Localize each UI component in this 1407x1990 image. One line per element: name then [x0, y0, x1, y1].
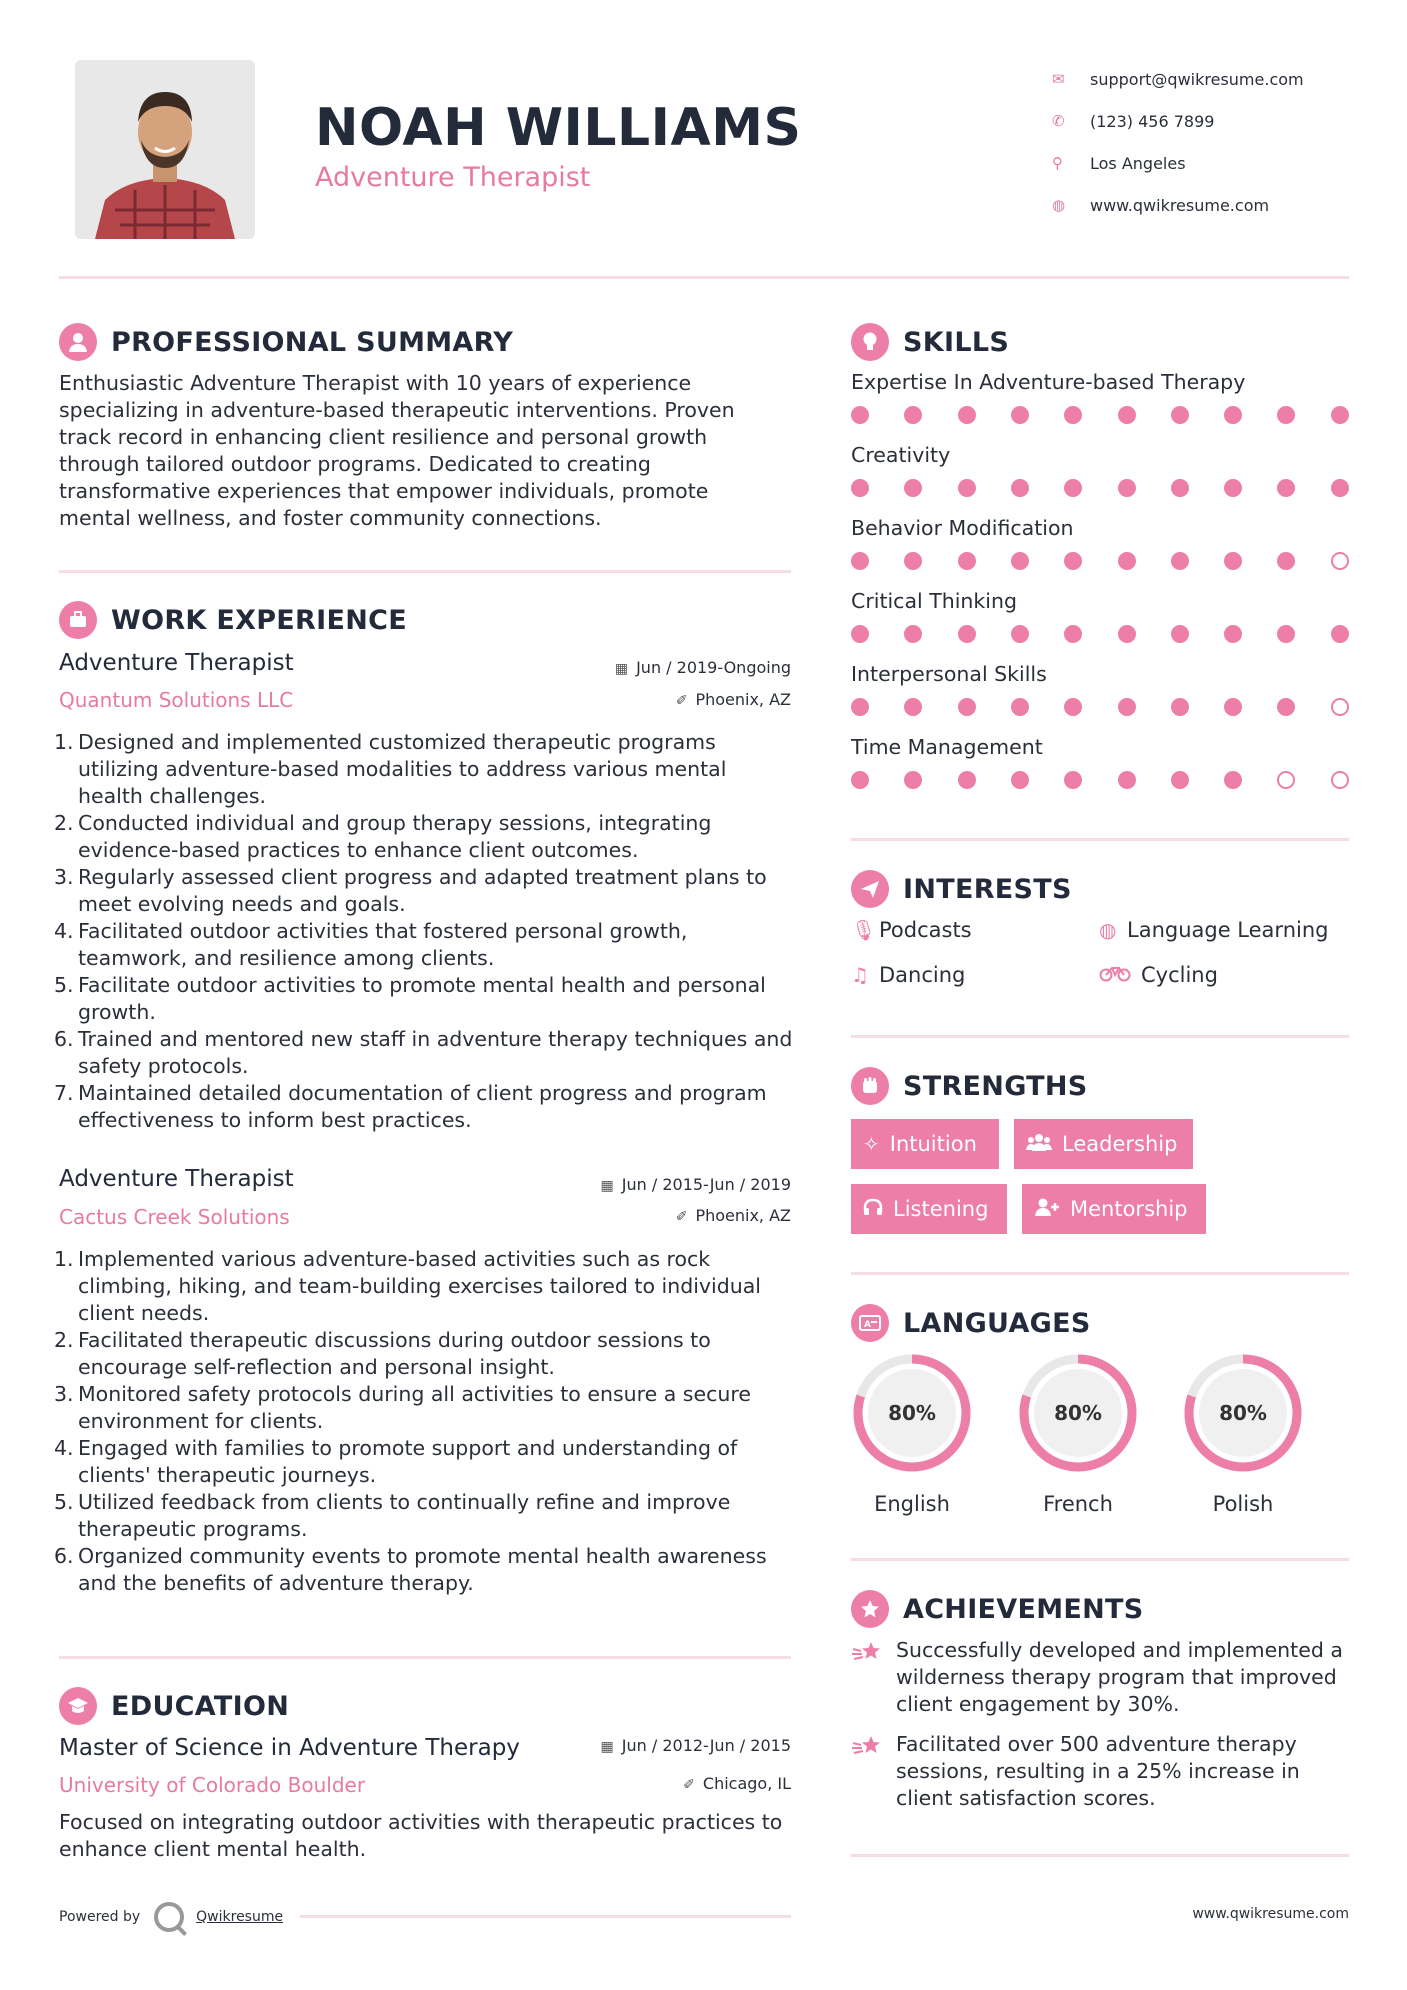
skill-rating	[851, 400, 1351, 430]
skill-rating	[851, 473, 1351, 503]
rating-dot-filled	[1171, 479, 1189, 497]
list-item: Conducted individual and group therapy sessions, integrating evidence-based practices to enhance client outcomes.	[78, 811, 712, 862]
rating-dot-empty	[1277, 771, 1295, 789]
user-plus-icon	[1034, 1197, 1060, 1221]
candidate-title: Adventure Therapist	[315, 162, 591, 193]
skill-item	[851, 516, 1351, 576]
rating-dot-filled	[1011, 479, 1029, 497]
skill-item	[851, 735, 1351, 795]
magic-wand-icon: ✧	[863, 1132, 880, 1156]
list-item: Monitored safety protocols during all activities to ensure a secure environment for clients.	[78, 1382, 751, 1433]
svg-text:A: A	[864, 1320, 871, 1330]
pushpin-icon: ✐	[683, 1777, 695, 1793]
skill-item	[851, 662, 1351, 722]
languages-heading: A LANGUAGES	[851, 1303, 1091, 1343]
map-pin-icon: ⚲	[1052, 154, 1063, 172]
rating-dot-filled	[904, 479, 922, 497]
skill-name: Interpersonal Skills	[851, 662, 1047, 686]
rating-dot-filled	[851, 771, 869, 789]
language-progress-ring	[1017, 1352, 1139, 1474]
rating-dot-filled	[1011, 406, 1029, 424]
language-percent: 80%	[1219, 1401, 1267, 1425]
summary-text: Enthusiastic Adventure Therapist with 10 years of experience specializing in adventure-based therapeutic interventions. Proven track record in enhancing client resilience and personal growth through tailored outdoor programs. Dedicated to creating transformative experiences that empower individuals, promote mental wellness, and foster community connections.	[59, 371, 735, 530]
section-divider	[851, 1272, 1349, 1275]
rating-dot-filled	[851, 552, 869, 570]
skill-rating	[851, 765, 1351, 795]
rating-dot-filled	[1118, 698, 1136, 716]
list-item: Organized community events to promote mental health awareness and the benefits of adventure therapy.	[78, 1544, 767, 1595]
achievements-heading: ACHIEVEMENTS	[851, 1589, 1144, 1629]
section-divider	[851, 1854, 1349, 1857]
rating-dot-filled	[1171, 406, 1189, 424]
calendar-icon: ▦	[614, 661, 629, 677]
rating-dot-filled	[1224, 406, 1242, 424]
rating-dot-filled	[958, 406, 976, 424]
lightbulb-icon	[851, 323, 889, 361]
contact-list	[1050, 58, 1380, 226]
rating-dot-filled	[1011, 625, 1029, 643]
briefcase-icon	[59, 601, 97, 639]
section-divider	[59, 570, 791, 573]
shooting-star-icon	[851, 1731, 896, 1812]
calendar-icon: ▦	[600, 1178, 614, 1194]
globe-icon: ◍	[1099, 918, 1117, 942]
rating-dot-filled	[1011, 552, 1029, 570]
rating-dot-filled	[904, 625, 922, 643]
language-item	[851, 1352, 973, 1516]
rating-dot-filled	[1171, 552, 1189, 570]
skill-name: Expertise In Adventure-based Therapy	[851, 370, 1246, 394]
language-name: French	[1043, 1492, 1113, 1516]
globe-icon: ◍	[1052, 196, 1066, 214]
school-name: University of Colorado Boulder	[59, 1773, 366, 1797]
rating-dot-empty	[1331, 552, 1349, 570]
list-item: Engaged with families to promote support and understanding of clients' therapeutic journeys.	[78, 1436, 738, 1487]
section-divider	[851, 1558, 1349, 1561]
language-item	[1017, 1352, 1139, 1516]
rating-dot-filled	[1064, 479, 1082, 497]
bicycle-icon	[1099, 963, 1141, 987]
skill-rating	[851, 619, 1351, 649]
education-location: ✐ Chicago, IL	[683, 1774, 791, 1793]
rating-dot-filled	[1224, 698, 1242, 716]
section-divider	[851, 1035, 1349, 1038]
rating-dot-filled	[1064, 698, 1082, 716]
language-name: English	[874, 1492, 950, 1516]
achievement-item: Successfully developed and implemented a wilderness therapy program that improved client engagement by 30%.	[851, 1637, 1351, 1718]
contact-phone[interactable]: ✆ (123) 456 7899	[1052, 111, 1215, 131]
rating-dot-filled	[1331, 625, 1349, 643]
rating-dot-filled	[1118, 771, 1136, 789]
calendar-icon: ▦	[600, 1739, 614, 1755]
profile-photo	[75, 60, 255, 239]
music-note-icon: ♫	[851, 963, 869, 987]
list-item: Maintained detailed documentation of client progress and program effectiveness to inform best practices.	[78, 1081, 767, 1132]
job-date: ▦ Jun / 2015-Jun / 2019	[600, 1175, 791, 1194]
contact-location: ⚲ Los Angeles	[1052, 153, 1186, 173]
list-item: Designed and implemented customized therapeutic programs utilizing adventure-based modalities to address various mental health challenges.	[78, 730, 727, 808]
language-icon	[851, 1304, 889, 1342]
header-divider	[59, 276, 1349, 279]
rating-dot-filled	[1224, 552, 1242, 570]
job-bullets	[78, 729, 796, 1134]
skill-rating	[851, 546, 1351, 576]
interests-heading: INTERESTS	[851, 869, 1072, 909]
list-item: Facilitated outdoor activities that fostered personal growth, teamwork, and resilience among clients.	[78, 919, 688, 970]
strength-tag: Listening	[851, 1184, 1007, 1234]
rating-dot-filled	[1064, 552, 1082, 570]
rating-dot-filled	[1277, 552, 1295, 570]
rating-dot-filled	[851, 625, 869, 643]
rating-dot-filled	[1171, 698, 1189, 716]
experience-heading: WORK EXPERIENCE	[59, 600, 407, 640]
users-icon	[1026, 1132, 1052, 1156]
phone-icon: ✆	[1052, 112, 1065, 130]
job-company: Quantum Solutions LLC	[59, 688, 294, 712]
education-heading: EDUCATION	[59, 1686, 289, 1726]
rating-dot-filled	[1277, 406, 1295, 424]
rating-dot-filled	[1331, 479, 1349, 497]
headphones-icon	[863, 1197, 883, 1221]
list-item: Facilitated therapeutic discussions during outdoor sessions to encourage self-reflection and personal insight.	[78, 1328, 711, 1379]
skill-item	[851, 370, 1351, 430]
rating-dot-filled	[904, 552, 922, 570]
rating-dot-filled	[958, 552, 976, 570]
strength-tag: ✧ Intuition	[851, 1119, 999, 1169]
rating-dot-filled	[1277, 479, 1295, 497]
fist-icon	[851, 1067, 889, 1105]
rating-dot-filled	[958, 698, 976, 716]
job-location: ✐ Phoenix, AZ	[675, 1206, 791, 1225]
language-percent: 80%	[1054, 1401, 1102, 1425]
rating-dot-filled	[1224, 625, 1242, 643]
rating-dot-filled	[1331, 406, 1349, 424]
strengths-heading: STRENGTHS	[851, 1066, 1088, 1106]
degree-title: Master of Science in Adventure Therapy	[59, 1735, 520, 1761]
rating-dot-empty	[1331, 771, 1349, 789]
job-date: ▦ Jun / 2019-Ongoing	[614, 658, 791, 677]
list-item: Facilitate outdoor activities to promote mental health and personal growth.	[78, 973, 766, 1024]
pushpin-icon: ✐	[675, 693, 688, 709]
language-progress-ring	[1182, 1352, 1304, 1474]
interest-item: 🎙︎ Podcasts	[851, 918, 972, 942]
pushpin-icon: ✐	[675, 1209, 688, 1225]
summary-heading: PROFESSIONAL SUMMARY	[59, 322, 513, 362]
job-company: Cactus Creek Solutions	[59, 1205, 290, 1229]
list-item: Implemented various adventure-based activities such as rock climbing, hiking, and team-building exercises tailored to individual client needs.	[78, 1247, 761, 1325]
rating-dot-filled	[904, 406, 922, 424]
skill-name: Critical Thinking	[851, 589, 1017, 613]
contact-email[interactable]: ✉ support@qwikresume.com	[1052, 69, 1304, 89]
rating-dot-filled	[904, 771, 922, 789]
rating-dot-filled	[958, 625, 976, 643]
rating-dot-filled	[1224, 771, 1242, 789]
language-percent: 80%	[888, 1401, 936, 1425]
rating-dot-filled	[1064, 406, 1082, 424]
skills-heading: SKILLS	[851, 322, 1009, 362]
rating-dot-filled	[1224, 479, 1242, 497]
skill-rating	[851, 692, 1351, 722]
paper-plane-icon	[851, 870, 889, 908]
language-item	[1182, 1352, 1304, 1516]
skill-item	[851, 443, 1351, 503]
job-title: Adventure Therapist	[59, 1166, 294, 1192]
rating-dot-filled	[851, 406, 869, 424]
education-date: ▦ Jun / 2012-Jun / 2015	[600, 1736, 791, 1755]
rating-dot-filled	[1118, 406, 1136, 424]
footer-brand-link[interactable]: Qwikresume	[196, 1909, 284, 1925]
rating-dot-filled	[1011, 771, 1029, 789]
user-icon	[59, 323, 97, 361]
rating-dot-filled	[1064, 625, 1082, 643]
achievement-item: Facilitated over 500 adventure therapy sessions, resulting in a 25% increase in client satisfaction scores.	[851, 1731, 1351, 1812]
footer-powered-by: Powered by Qwikresume	[59, 1902, 283, 1932]
contact-website[interactable]: ◍ www.qwikresume.com	[1052, 195, 1270, 215]
skill-name: Behavior Modification	[851, 516, 1074, 540]
rating-dot-filled	[1171, 771, 1189, 789]
rating-dot-filled	[904, 698, 922, 716]
rating-dot-empty	[1331, 698, 1349, 716]
rating-dot-filled	[1064, 771, 1082, 789]
star-badge-icon	[851, 1590, 889, 1628]
candidate-name: NOAH WILLIAMS	[315, 98, 802, 158]
rating-dot-filled	[958, 479, 976, 497]
list-item: Utilized feedback from clients to continually refine and improve therapeutic programs.	[78, 1490, 731, 1541]
job-bullets	[78, 1246, 796, 1597]
rating-dot-filled	[851, 479, 869, 497]
rating-dot-filled	[1118, 552, 1136, 570]
shooting-star-icon	[851, 1637, 896, 1718]
rating-dot-filled	[1011, 698, 1029, 716]
rating-dot-filled	[851, 698, 869, 716]
skill-item	[851, 589, 1351, 649]
job-location: ✐ Phoenix, AZ	[675, 690, 791, 709]
list-item: Trained and mentored new staff in adventure therapy techniques and safety protocols.	[78, 1027, 793, 1078]
section-divider	[59, 1656, 791, 1659]
strength-tag: Leadership	[1014, 1119, 1193, 1169]
graduation-cap-icon	[59, 1687, 97, 1725]
section-divider	[851, 838, 1349, 841]
language-name: Polish	[1212, 1492, 1274, 1516]
footer-divider	[300, 1915, 791, 1918]
rating-dot-filled	[1118, 625, 1136, 643]
interest-item: ◍ Language Learning	[1099, 918, 1329, 942]
rating-dot-filled	[958, 771, 976, 789]
qwikresume-logo-icon	[154, 1902, 184, 1932]
rating-dot-filled	[1277, 698, 1295, 716]
footer-website-link[interactable]: www.qwikresume.com	[1192, 1906, 1349, 1922]
microphone-icon: 🎙︎	[851, 918, 877, 942]
skill-name: Time Management	[851, 735, 1043, 759]
strength-tag: Mentorship	[1022, 1184, 1206, 1234]
interest-item: Cycling	[1099, 963, 1218, 987]
rating-dot-filled	[1118, 479, 1136, 497]
education-description: Focused on integrating outdoor activities with therapeutic practices to enhance client mental health.	[59, 1810, 783, 1861]
envelope-icon: ✉	[1052, 70, 1065, 88]
job-title: Adventure Therapist	[59, 650, 294, 676]
language-progress-ring	[851, 1352, 973, 1474]
skill-name: Creativity	[851, 443, 951, 467]
list-item: Regularly assessed client progress and adapted treatment plans to meet evolving needs and goals.	[78, 865, 767, 916]
rating-dot-filled	[1171, 625, 1189, 643]
rating-dot-filled	[1277, 625, 1295, 643]
interest-item: ♫ Dancing	[851, 963, 966, 987]
